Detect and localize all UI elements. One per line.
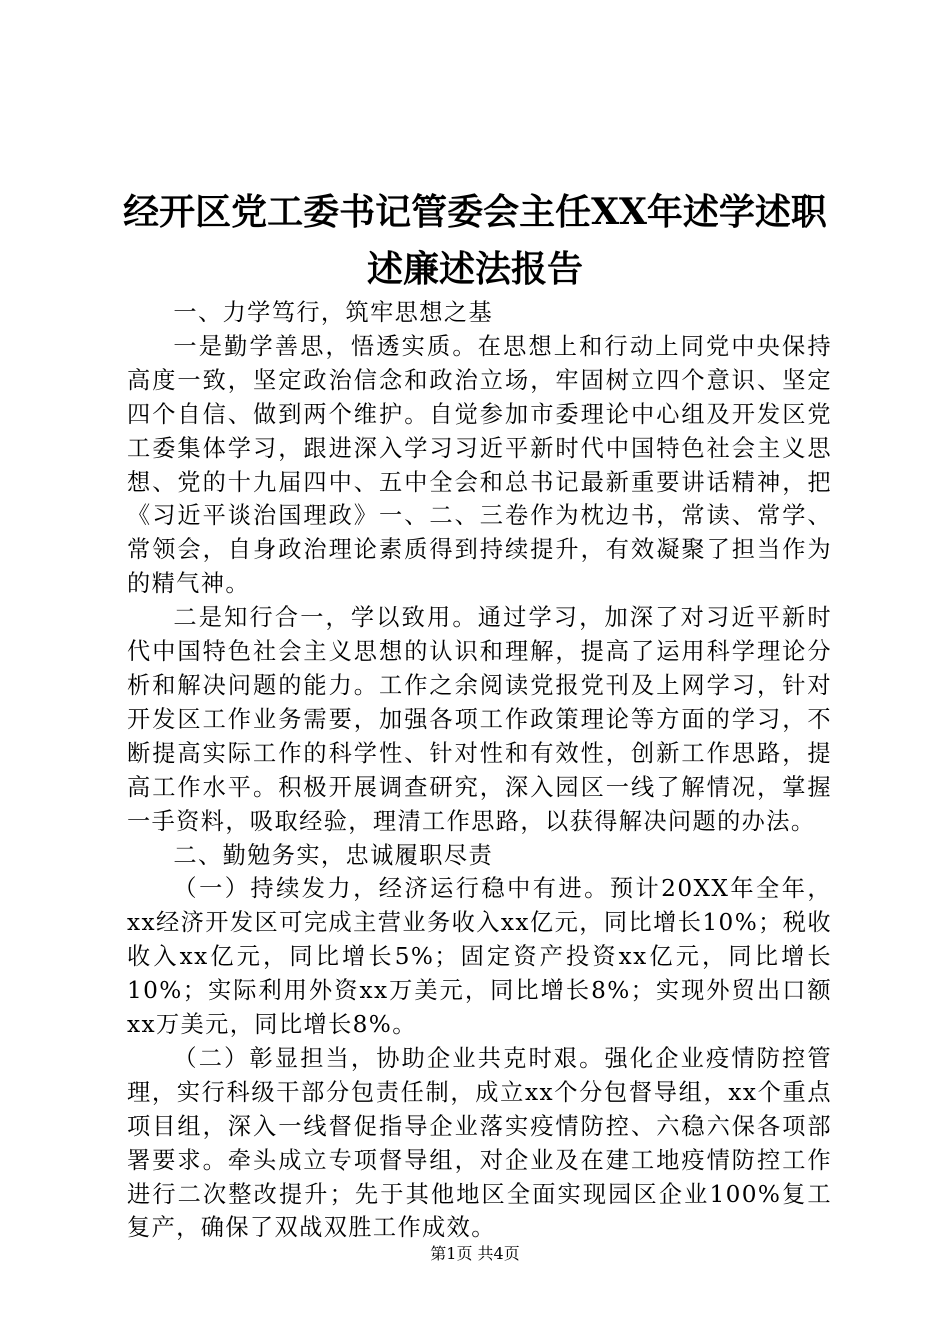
paragraph: 二是知行合一，学以致用。通过学习，加深了对习近平新时代中国特色社会主义思想的认识和理解，提高了运用科学理论分析和解决问题的能力。工作之余阅读党报党刊及上网学习，针对开发区工作业务需要，加强各项工作政策理论等方面的学习，不断提高实际工作的科学性、针对性和有效性，创新工作思路，提高工作水平。积极开展调查研究，深入园区一线了解情况，掌握一手资料，吸取经验，理清工作思路，以获得解决问题的办法。 [127, 604, 832, 835]
document-body [127, 296, 832, 1245]
paragraph: 一是勤学善思，悟透实质。在思想上和行动上同党中央保持高度一致，坚定政治信念和政治立场，牢固树立四个意识、坚定四个自信、做到两个维护。自觉参加市委理论中心组及开发区党工委集体学习，跟进深入学习习近平新时代中国特色社会主义思想、党的十九届四中、五中全会和总书记最新重要讲话精神，把《习近平谈治国理政》一、二、三卷作为枕边书，常读、常学、常领会，自身政治理论素质得到持续提升，有效凝聚了担当作为的精气神。 [127, 332, 832, 598]
paragraph: （一）持续发力，经济运行稳中有进。预计20XX年全年，xx经济开发区可完成主营业务收入xx亿元，同比增长10%；税收收入xx亿元，同比增长5%；固定资产投资xx亿元，同比增长10%；实际利用外资xx万美元，同比增长8%；实现外贸出口额xx万美元，同比增长8%。 [127, 875, 832, 1039]
section-heading: 二、勤勉务实，忠诚履职尽责 [173, 841, 494, 869]
section-heading: 一、力学笃行，筑牢思想之基 [173, 299, 494, 326]
document-title-line-2: 述廉述法报告 [366, 248, 583, 290]
document-title-line-1: 经开区党工委书记管委会主任XX年述学述职 [123, 191, 827, 233]
paragraph: （二）彰显担当，协助企业共克时艰。强化企业疫情防控管理，实行科级干部分包责任制，成立xx个分包督导组，xx个重点项目组，深入一线督促指导企业落实疫情防控、六稳六保各项部署要求。牵头成立专项督导组，对企业及在建工地疫情防控工作进行二次整改提升；先于其他地区全面实现园区企业100%复工复产，确保了双战双胜工作成效。 [127, 1044, 832, 1242]
page-number: 第1页 共4页 [430, 1244, 520, 1263]
